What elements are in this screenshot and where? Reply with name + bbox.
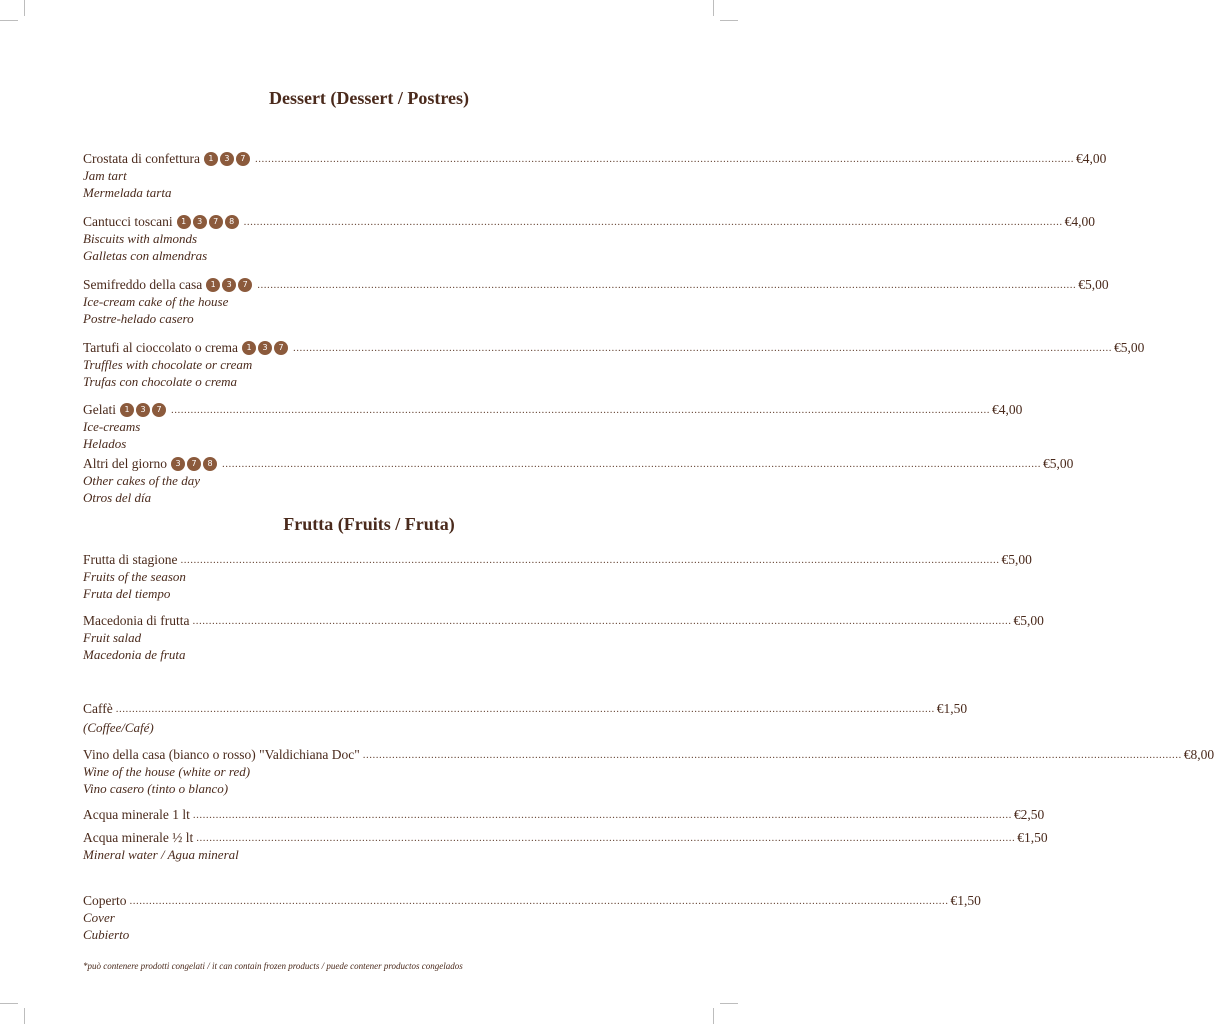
frutta-heading: Frutta (Fruits / Fruta) <box>283 514 455 534</box>
currency-symbol: € <box>1017 830 1024 845</box>
currency-symbol: € <box>1078 277 1085 292</box>
currency-symbol: € <box>992 402 999 417</box>
menu-item <box>83 276 1109 327</box>
menu-item-translation: Wine of the house (white or red) <box>83 764 251 779</box>
allergen-badge: 3 <box>171 457 185 471</box>
menu-item <box>83 401 1023 452</box>
dot-leader: ............................................................................................................................................................................................................................................................ <box>196 832 1016 844</box>
dot-leader: ............................................................................................................................................................................................................................................................ <box>192 809 1012 821</box>
menu-item-translation: Fruits of the season <box>83 569 186 584</box>
menu-item-translation: Truffles with chocolate or cream <box>83 357 253 372</box>
allergen-badges <box>204 152 252 166</box>
crop-mark <box>24 1008 25 1024</box>
allergen-badges <box>120 403 168 417</box>
dot-leader: ............................................................................................................................................................................................................................................................ <box>222 458 1041 470</box>
menu-item-translation: Vino casero (tinto o blanco) <box>83 780 229 796</box>
allergen-badge: 1 <box>242 341 256 355</box>
allergen-badge: 7 <box>238 278 252 292</box>
dot-leader: ............................................................................................................................................................................................................................................................ <box>180 554 1000 566</box>
currency-symbol: € <box>1075 151 1083 166</box>
menu-item <box>83 806 1045 824</box>
menu-item-name: Crostata di confettura <box>83 151 200 166</box>
currency-symbol: € <box>950 893 958 908</box>
menu-item-price: 1,50 <box>1023 830 1048 845</box>
menu-item-name: Semifreddo della casa <box>83 277 203 292</box>
dot-leader: ............................................................................................................................................................................................................................................................ <box>115 703 935 715</box>
dessert-heading: Dessert (Dessert / Postres) <box>268 88 470 108</box>
menu-item-line <box>83 892 981 910</box>
menu-item-translation: Trufas con chocolate o crema <box>83 373 238 389</box>
menu-item-name: Coperto <box>83 893 127 908</box>
dot-leader: ............................................................................................................................................................................................................................................................ <box>257 279 1077 291</box>
menu-item-price: 5,00 <box>1008 552 1032 567</box>
allergen-badge: 3 <box>136 403 150 417</box>
menu-item-name: Tartufi al cioccolato o crema <box>83 340 238 355</box>
menu-item-line <box>83 401 1023 419</box>
allergen-badge: 1 <box>206 278 220 292</box>
menu-item-line <box>83 700 968 718</box>
menu-item-line <box>83 612 1044 630</box>
allergen-badge: 7 <box>274 341 288 355</box>
allergen-badge: 1 <box>177 215 191 229</box>
allergen-badge: 7 <box>187 457 201 471</box>
footnote: *può contenere prodotti congelati / it can contain frozen products / puede contener productos congelados <box>83 961 463 971</box>
menu-item <box>83 551 1032 602</box>
menu-item-translation: Fruit salad <box>83 630 142 645</box>
crop-mark <box>720 20 738 21</box>
menu-item-name: Acqua minerale 1 lt <box>83 807 190 822</box>
menu-item-translation: Macedonia de fruta <box>83 646 186 662</box>
allergen-badge: 7 <box>236 152 250 166</box>
menu-item-translation: Fruta del tiempo <box>83 585 171 601</box>
crop-mark <box>0 20 18 21</box>
dot-leader: ............................................................................................................................................................................................................................................................ <box>192 615 1012 627</box>
menu-item-name: Gelati <box>83 402 116 417</box>
menu-item <box>83 612 1044 663</box>
allergen-badge: 3 <box>193 215 207 229</box>
menu-item-price: 5,00 <box>1120 340 1145 355</box>
allergen-badges <box>177 215 241 229</box>
menu-item-name: Cantucci toscani <box>83 214 173 229</box>
menu-item-price: 5,00 <box>1049 456 1074 471</box>
menu-item <box>83 339 1145 390</box>
allergen-badges <box>171 457 219 471</box>
dot-leader: ............................................................................................................................................................................................................................................................ <box>129 895 949 907</box>
menu-item-translation: Other cakes of the day <box>83 473 200 488</box>
crop-mark <box>713 1008 714 1024</box>
currency-symbol: € <box>1043 456 1050 471</box>
menu-item-translation: Mermelada tarta <box>83 184 172 200</box>
dot-leader: ............................................................................................................................................................................................................................................................ <box>292 342 1112 354</box>
menu-item-name: Frutta di stagione <box>83 552 178 567</box>
dot-leader: ............................................................................................................................................................................................................................................................ <box>171 404 990 416</box>
menu-item-price: 2,50 <box>1020 807 1045 822</box>
menu-item-translation: Cover <box>83 910 115 925</box>
menu-item-translation: Ice-cream cake of the house <box>83 294 229 309</box>
menu-item-translation: Jam tart <box>83 168 127 183</box>
menu-item-price: 5,00 <box>1084 277 1109 292</box>
menu-item-line <box>83 455 1074 473</box>
allergen-badge: 1 <box>120 403 134 417</box>
currency-symbol: € <box>936 701 944 716</box>
menu-item-translation: Mineral water / Agua mineral <box>83 847 239 862</box>
menu-item-translation: Helados <box>83 435 127 451</box>
menu-item-price: 8,00 <box>1190 747 1214 762</box>
crop-mark <box>713 0 714 16</box>
currency-symbol: € <box>1183 747 1191 762</box>
menu-item-line <box>83 339 1145 357</box>
menu-item-line <box>83 829 1048 847</box>
currency-symbol: € <box>1113 340 1121 355</box>
menu-item-price: 4,00 <box>1082 151 1107 166</box>
menu-item <box>83 829 1048 864</box>
menu-item-translation: (Coffee/Café) <box>83 720 154 735</box>
crop-mark <box>24 0 25 16</box>
menu-item-price: 1,50 <box>943 701 968 716</box>
menu-item-price: 4,00 <box>998 402 1023 417</box>
menu-item-name: Caffè <box>83 701 113 716</box>
allergen-badge: 3 <box>222 278 236 292</box>
allergen-badges <box>242 341 290 355</box>
menu-item-name: Vino della casa (bianco o rosso) "Valdichiana Doc" <box>83 747 360 762</box>
menu-item-line <box>83 276 1109 294</box>
allergen-badge: 7 <box>152 403 166 417</box>
menu-item <box>83 700 968 737</box>
allergen-badge: 3 <box>258 341 272 355</box>
currency-symbol: € <box>1001 552 1009 567</box>
allergen-badge: 8 <box>225 215 239 229</box>
allergen-badge: 3 <box>220 152 234 166</box>
menu-item-price: 4,00 <box>1071 214 1095 229</box>
dot-leader: ............................................................................................................................................................................................................................................................ <box>243 216 1063 228</box>
menu-item-name: Acqua minerale ½ lt <box>83 830 194 845</box>
menu-item <box>83 746 1214 797</box>
menu-item-line <box>83 551 1032 569</box>
menu-item-name: Altri del giorno <box>83 456 167 471</box>
allergen-badge: 1 <box>204 152 218 166</box>
dot-leader: ............................................................................................................................................................................................................................................................ <box>254 153 1074 165</box>
allergen-badge: 7 <box>209 215 223 229</box>
dot-leader: ............................................................................................................................................................................................................................................................ <box>362 749 1182 761</box>
menu-item-translation: Biscuits with almonds <box>83 231 198 246</box>
menu-item-translation: Ice-creams <box>83 419 141 434</box>
menu-item-price: 1,50 <box>957 893 981 908</box>
menu-item-line <box>83 806 1045 824</box>
menu-item-translation: Cubierto <box>83 926 130 942</box>
currency-symbol: € <box>1013 807 1021 822</box>
allergen-badges <box>206 278 254 292</box>
menu-item-price: 5,00 <box>1020 613 1044 628</box>
menu-item-line <box>83 150 1107 168</box>
menu-item-translation: Postre-helado casero <box>83 310 194 326</box>
currency-symbol: € <box>1013 613 1021 628</box>
menu-item-line <box>83 746 1214 764</box>
menu-item-translation: Otros del día <box>83 489 152 505</box>
crop-mark <box>0 1003 18 1004</box>
menu-item <box>83 455 1074 506</box>
menu-item-translation: Galletas con almendras <box>83 247 208 263</box>
menu-item-line <box>83 213 1095 231</box>
menu-item <box>83 213 1095 264</box>
currency-symbol: € <box>1064 214 1072 229</box>
allergen-badge: 8 <box>203 457 217 471</box>
crop-mark <box>720 1003 738 1004</box>
menu-item-name: Macedonia di frutta <box>83 613 190 628</box>
menu-item <box>83 150 1107 201</box>
menu-item <box>83 892 981 943</box>
